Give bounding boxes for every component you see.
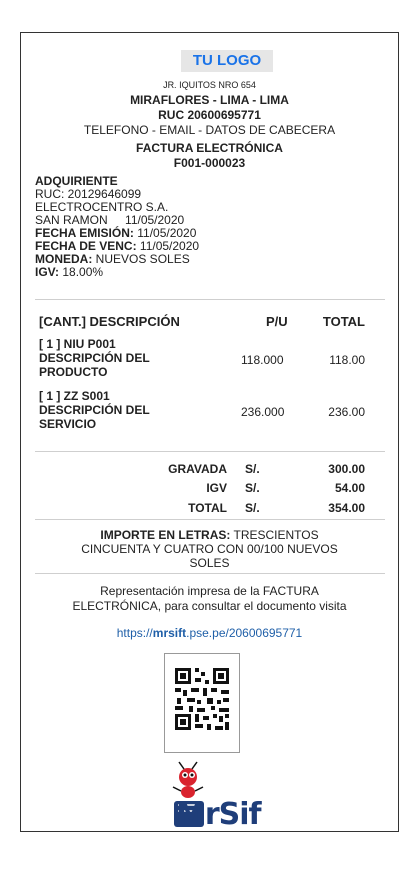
divider	[35, 519, 385, 520]
totals-currency: S/.	[245, 501, 260, 515]
amount-words-label: IMPORTE EN LETRAS:	[100, 528, 231, 542]
row-code: [ 1 ] NIU P001	[39, 337, 116, 351]
currency-value: NUEVOS SOLES	[95, 252, 190, 266]
footer-line: Representación impresa de la FACTURA	[100, 584, 319, 598]
customer-city: SAN RAMON	[35, 213, 108, 227]
url-prefix: https://	[116, 626, 153, 640]
due-date-value: 11/05/2020	[139, 239, 200, 253]
amount-words-line: SOLES	[189, 556, 230, 570]
url-bold: mrsift	[152, 626, 187, 640]
row-desc-line: PRODUCTO	[39, 365, 108, 379]
row-description	[39, 337, 150, 379]
company-contact: TELEFONO - EMAIL - DATOS DE CABECERA	[83, 123, 336, 137]
totals-value: 354.00	[328, 501, 365, 515]
column-header-unit-price: P/U	[266, 314, 288, 329]
igv-value: 18.00%	[62, 265, 104, 279]
row-total: 118.00	[329, 353, 365, 367]
amount-in-words	[21, 528, 398, 570]
company-logo-placeholder: TU LOGO	[181, 50, 273, 72]
row-description	[39, 389, 150, 431]
totals-value: 300.00	[328, 462, 365, 476]
amount-words-line	[21, 528, 398, 542]
footer-line: ELECTRÓNICA, para consultar el documento visita	[72, 599, 347, 613]
divider	[35, 299, 385, 300]
totals-label: GRAVADA	[168, 462, 227, 476]
currency-label: MONEDA:	[35, 252, 93, 266]
totals-label: IGV	[206, 481, 227, 495]
totals-label: TOTAL	[188, 501, 227, 515]
customer-block	[35, 175, 199, 279]
company-district: MIRAFLORES - LIMA - LIMA	[130, 93, 289, 107]
totals-currency: S/.	[245, 462, 260, 476]
totals-currency: S/.	[245, 481, 260, 495]
due-date-label: FECHA DE VENC:	[35, 239, 137, 253]
invoice-ticket	[20, 32, 399, 832]
customer-name: ELECTROCENTRO S.A.	[35, 200, 169, 214]
row-desc-line: DESCRIPCIÓN DEL	[39, 351, 150, 365]
column-header-description: [CANT.] DESCRIPCIÓN	[39, 314, 180, 329]
company-address: JR. IQUITOS NRO 654	[163, 80, 256, 90]
row-desc-line: SERVICIO	[39, 417, 97, 431]
row-unit-price: 118.000	[241, 353, 284, 367]
document-number: F001-000023	[173, 156, 246, 170]
row-unit-price: 236.000	[241, 405, 285, 419]
row-total: 236.00	[328, 405, 365, 419]
amount-words-line: CINCUENTA Y CUATRO CON 00/100 NUEVOS	[81, 542, 338, 556]
consult-url-link[interactable]	[21, 626, 398, 640]
brand-name: MrSif	[176, 797, 261, 832]
document-type: FACTURA ELECTRÓNICA	[136, 141, 283, 155]
qr-code-image	[165, 654, 239, 744]
customer-title: ADQUIRIENTE	[35, 174, 118, 188]
company-ruc: RUC 20600695771	[158, 108, 261, 122]
url-suffix: .pse.pe/20600695771	[186, 626, 303, 640]
emission-date-label: FECHA EMISIÓN:	[35, 226, 134, 240]
divider	[35, 573, 385, 574]
amount-words-value: TRESCIENTOS	[233, 528, 319, 542]
qr-code	[164, 653, 240, 753]
igv-label: IGV:	[35, 265, 60, 279]
customer-city-date: 11/05/2020	[125, 213, 185, 227]
row-desc-line: DESCRIPCIÓN DEL	[39, 403, 150, 417]
customer-ruc: RUC: 20129646099	[35, 187, 142, 201]
row-code: [ 1 ] ZZ S001	[39, 389, 110, 403]
igv-row	[35, 266, 199, 279]
footer-note	[21, 584, 398, 614]
column-header-total: TOTAL	[322, 314, 365, 329]
totals-value: 54.00	[334, 481, 365, 495]
divider	[35, 451, 385, 452]
brand-logo	[166, 761, 276, 831]
emission-date-value: 11/05/2020	[137, 226, 197, 240]
